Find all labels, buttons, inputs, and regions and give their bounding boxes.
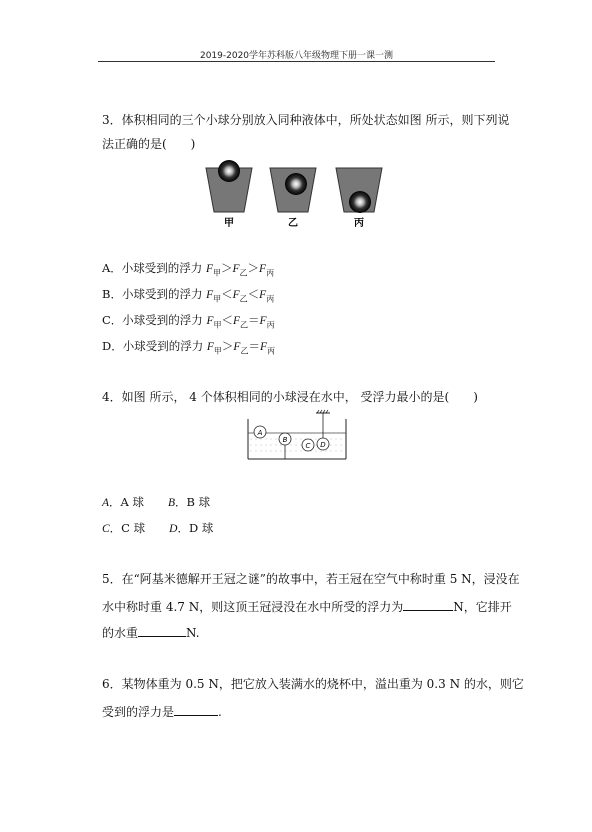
beaker-jia xyxy=(206,160,252,212)
q3-option-a: A．小球受到的浮力 $F_甲>F_乙>F_丙$ xyxy=(102,261,275,278)
q6-blank[interactable] xyxy=(174,703,218,716)
q6-line2: 受到的浮力是 . xyxy=(102,705,222,719)
label-b: B xyxy=(282,436,288,444)
page-header: 2019-2020学年苏科版八年级物理下册一课一测 xyxy=(199,51,394,61)
q5-blank-2[interactable] xyxy=(138,624,186,637)
q5-blank-1[interactable] xyxy=(403,598,453,611)
q5-line1: 5．在“阿基米德解开王冠之谜”的故事中，若王冠在空气中称时重 5 N，浸没在 xyxy=(102,572,520,586)
q4-figure xyxy=(244,409,350,465)
header-divider xyxy=(98,61,495,62)
q3-option-d: D．小球受到的浮力 $F_甲>F_乙=F_丙$ xyxy=(102,339,275,356)
beaker-yi xyxy=(270,168,316,212)
q5-line2: 水中称时重 4.7 N，则这顶王冠浸没在水中所受的浮力为 N，它排开 xyxy=(102,600,512,614)
ball-yi xyxy=(285,173,307,195)
q3-option-b: B．小球受到的浮力 $F_甲<F_乙<F_丙$ xyxy=(102,287,275,304)
q6-line1: 6．某物体重为 0.5 N，把它放入装满水的烧杯中，溢出重为 0.3 N 的水，则它 xyxy=(102,677,524,691)
ball-bing xyxy=(349,191,371,213)
label-yi: 乙 xyxy=(288,218,298,229)
label-d: D xyxy=(320,441,326,449)
q3-option-c: C．小球受到的浮力 $F_甲<F_乙=F_丙$ xyxy=(102,313,275,330)
label-bing: 丙 xyxy=(354,218,364,229)
label-jia: 甲 xyxy=(224,218,234,229)
q4-stem: 4．如图 所示， 4 个体积相同的小球浸在水中， 受浮力最小的是( ) xyxy=(102,390,478,404)
label-c: C xyxy=(305,442,311,450)
q3-stem-line2: 法正确的是( ) xyxy=(102,137,196,151)
q5-line3: 的水重 N. xyxy=(102,626,200,640)
ball-jia xyxy=(218,160,240,182)
q3-figure xyxy=(202,160,392,232)
q4-options-cd: C．C 球 D．D 球 xyxy=(102,521,214,535)
q4-options-ab: A．A 球 B．B 球 xyxy=(102,495,211,509)
q3-stem-line1: 3．体积相同的三个小球分别放入同种液体中，所处状态如图 所示，则下列说 xyxy=(102,113,510,127)
label-a: A xyxy=(257,429,263,437)
beaker-bing xyxy=(336,168,382,213)
